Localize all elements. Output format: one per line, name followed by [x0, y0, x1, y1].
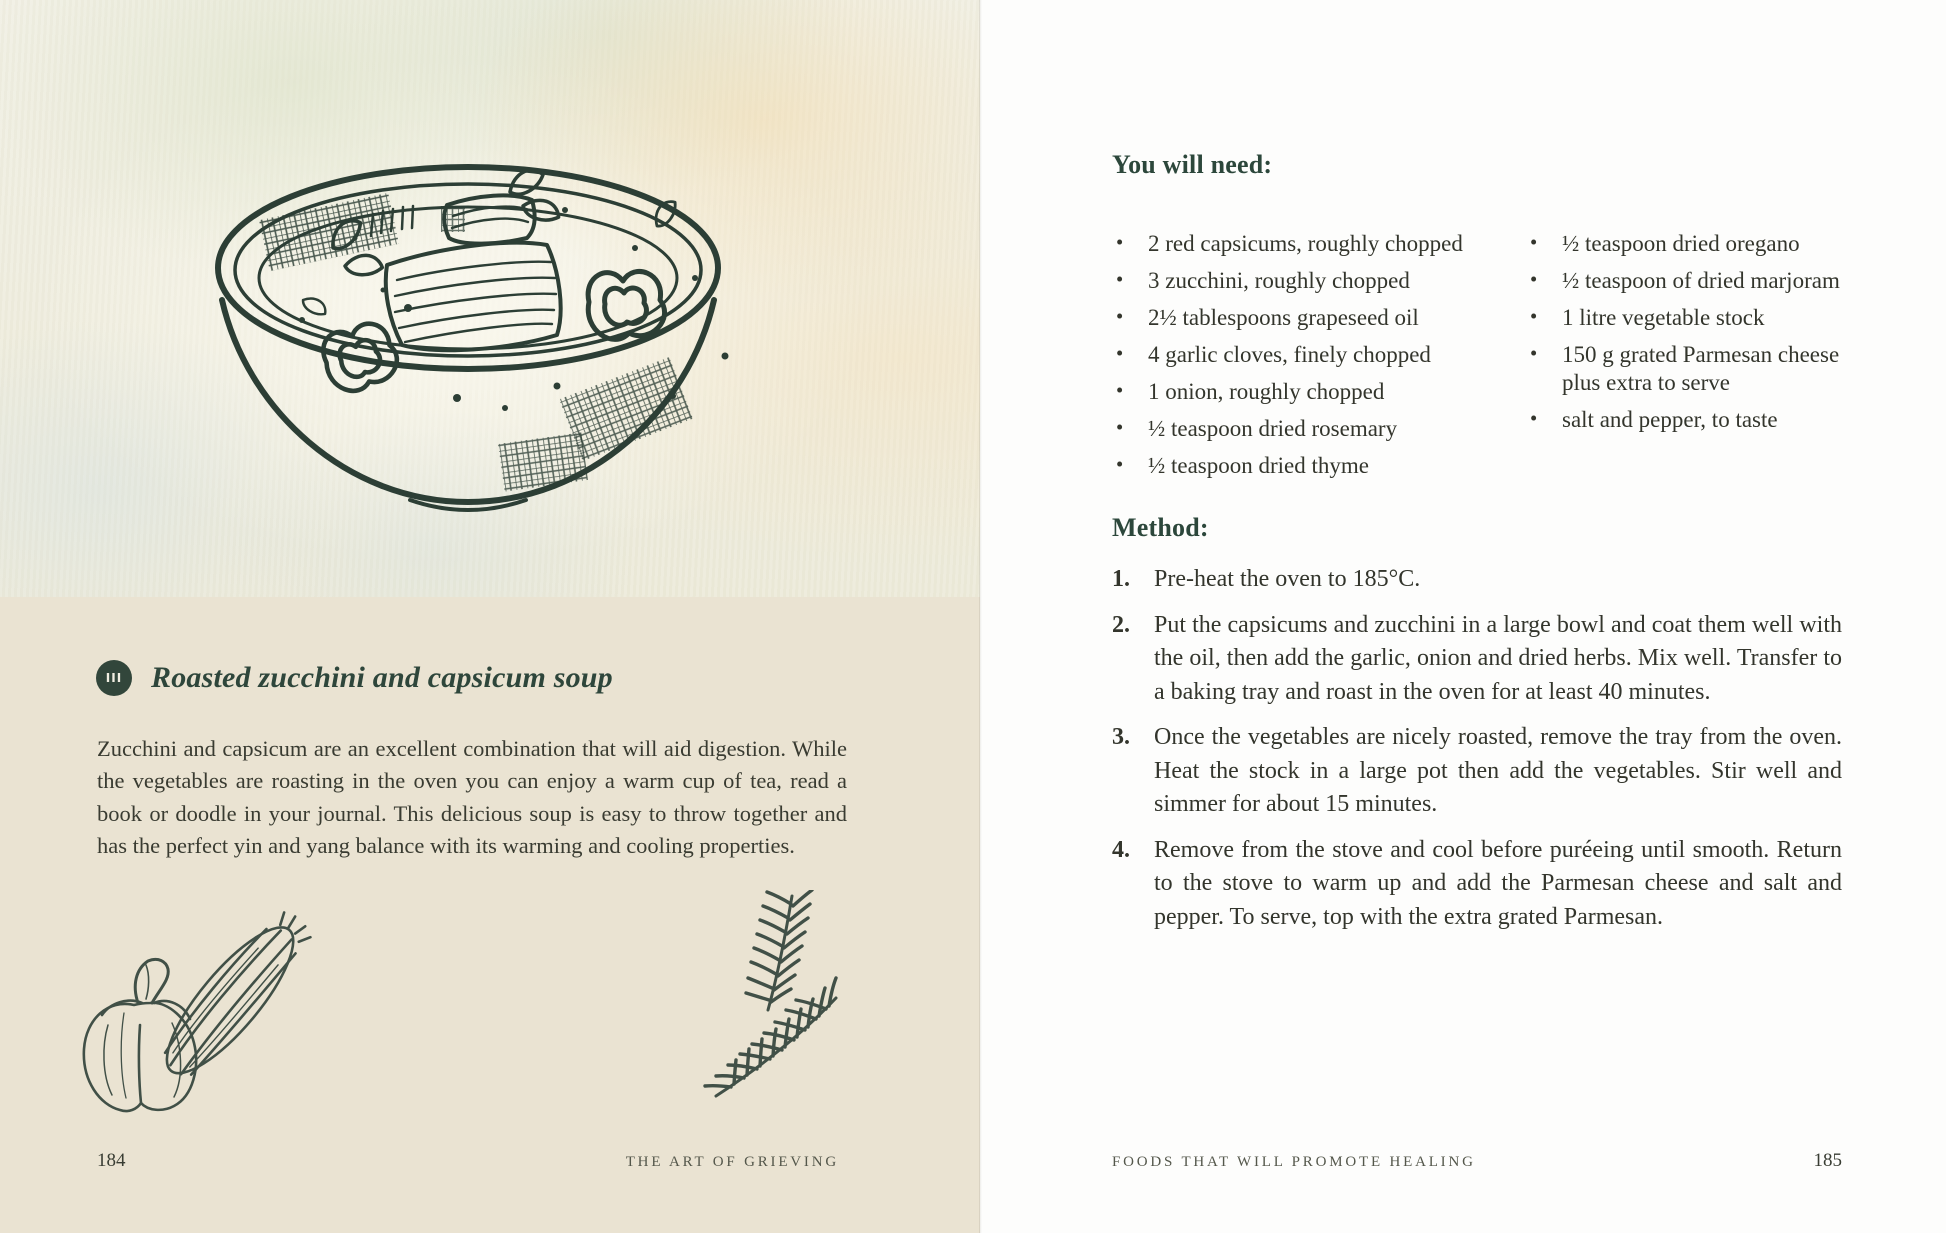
method-step: Pre-heat the oven to 185°C. [1154, 566, 1421, 592]
page-number-left: 184 [97, 1150, 126, 1171]
soup-bowl-illustration [205, 148, 735, 528]
method-step: Once the vegetables are nicely roasted, remove the tray from the oven. Heat the stock in a large pot then add the vegetables. Stir well and simmer for about 15 minutes. [1154, 724, 1842, 817]
ingredient-item: • salt and pepper, to taste [1526, 406, 1856, 434]
recipe-number-badge [96, 660, 132, 696]
ingredient-item: • 1 onion, roughly chopped [1112, 378, 1500, 406]
method-step: Put the capsicums and zucchini in a large bowl and coat them well with the oil, then add the garlic, onion and dried herbs. Mix well. Transfer to a baking tray and roast in the oven for at least 40 minutes. [1154, 611, 1842, 705]
recipe-title: Roasted zucchini and capsicum soup [151, 661, 613, 694]
ingredient-item: • ½ teaspoon dried thyme [1112, 452, 1500, 480]
method-step: Remove from the stove and cool before puréeing until smooth. Return to the stove to warm up and add the Parmesan cheese and salt and pepper. To serve, top with the extra grated Parmesan. [1154, 836, 1842, 930]
ingredients-column-1 [1112, 230, 1500, 489]
painted-canvas-background [0, 0, 980, 597]
method-heading: Method: [1112, 513, 1209, 542]
ingredients-column-2 [1526, 230, 1856, 489]
right-page [982, 0, 1946, 1233]
capsicum-zucchini-illustration [62, 893, 332, 1128]
recipe-number: III [105, 671, 123, 685]
ingredient-item: • 2½ tablespoons grapeseed oil [1112, 304, 1500, 332]
ingredient-item: • ½ teaspoon dried oregano [1526, 230, 1856, 258]
ingredient-item: • 2 red capsicums, roughly chopped [1112, 230, 1500, 258]
ingredient-item: • ½ teaspoon dried rosemary [1112, 415, 1500, 443]
recipe-title-row [96, 660, 613, 696]
method-steps [1112, 563, 1842, 946]
ingredients-heading: You will need: [1112, 150, 1273, 179]
ingredient-item: • 1 litre vegetable stock [1526, 304, 1856, 332]
recipe-intro-paragraph: Zucchini and capsicum are an excellent combination that will aid digestion. While the vegetables are roasting in the oven you can enjoy a warm cup of tea, read a book or doodle in your journal. This delicious soup is easy to throw together and has the perfect yin and yang balance with its warming and cooling properties. [97, 735, 847, 858]
left-page-footer [97, 1150, 839, 1172]
ingredient-item: • 4 garlic cloves, finely chopped [1112, 341, 1500, 369]
ingredient-item: • ½ teaspoon of dried marjoram [1526, 267, 1856, 295]
rosemary-sprigs-illustration [688, 890, 843, 1115]
ingredient-item: • 3 zucchini, roughly chopped [1112, 267, 1500, 295]
running-title-right: FOODS THAT WILL PROMOTE HEALING [1112, 1154, 1476, 1170]
ingredients-list [1112, 230, 1856, 489]
page-number-right: 185 [1813, 1150, 1842, 1171]
right-page-footer [1112, 1150, 1842, 1172]
running-title-left: THE ART OF GRIEVING [625, 1154, 839, 1170]
ingredient-item: • 150 g grated Parmesan cheese plus extra to serve [1526, 341, 1856, 397]
